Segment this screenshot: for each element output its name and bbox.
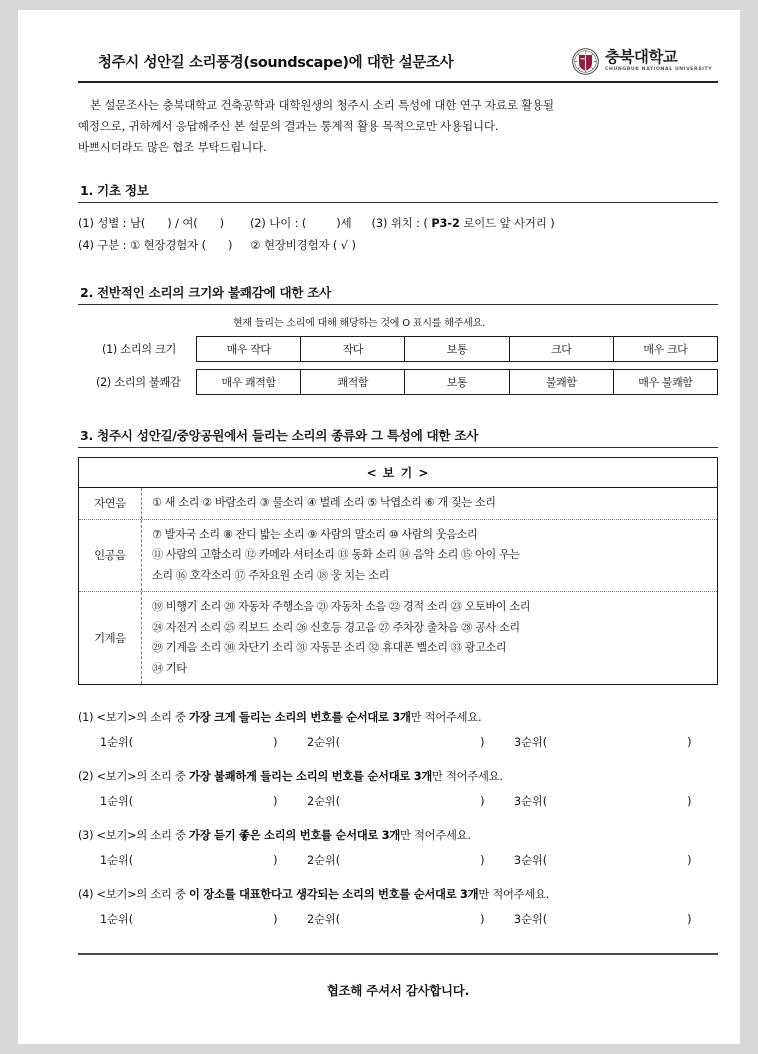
q1-emphasis: 가장 크게 들리는 소리의 번호를 순서대로 3개 — [189, 711, 411, 724]
intro-line-2: 예정으로, 귀하께서 응답해주신 본 설문의 결과는 통계적 활용 목적으로만 사용됩니다. — [78, 119, 499, 133]
page-content — [78, 48, 718, 999]
category-option-1-end: ) — [227, 238, 233, 252]
scale-option[interactable]: 매우 크다 — [613, 337, 718, 361]
scale-option[interactable]: 작다 — [300, 337, 404, 361]
header-divider — [78, 81, 718, 83]
table-row — [79, 520, 717, 593]
rank-2-field[interactable] — [307, 852, 514, 868]
sound-item-line: ㉙ 기계음 소리 ㉚ 차단기 소리 ㉛ 자동문 소리 ㉜ 휴대폰 벨소리 ㉝ 광고소리 — [152, 641, 507, 654]
rank-1-field[interactable] — [100, 911, 307, 927]
section-3 — [78, 425, 718, 927]
rank-3-label: 3순위( — [514, 854, 548, 867]
ranked-question-4 — [78, 886, 718, 927]
section-3-heading: 3. 청주시 성안길/중앙공원에서 들리는 소리의 종류와 그 특성에 대한 조사 — [80, 428, 479, 443]
category-option-2-end: ) — [351, 238, 356, 252]
intro-paragraph — [78, 95, 718, 158]
q4-prefix: (4) <보기>의 소리 중 — [78, 888, 190, 901]
category-option-2-label: ② 현장비경험자 ( — [250, 238, 338, 252]
sound-item-line: ㉞ 기타 — [152, 661, 187, 675]
footer-divider — [78, 953, 718, 955]
q4-suffix: 만 적어주세요. — [478, 888, 550, 901]
gender-label: (1) 성별 : 남( — [78, 216, 146, 230]
scale-option[interactable]: 쾌적함 — [300, 370, 404, 394]
rank-3-close: ) — [687, 913, 692, 926]
rank-2-close: ) — [480, 854, 485, 867]
sound-item-line: ⑪ 사람의 고함소리 ⑫ 카메라 셔터소리 ⑬ 동화 소리 ⑭ 음악 소리 ⑮ 아이 우는 — [152, 548, 520, 561]
q2-suffix: 만 적어주세요. — [432, 770, 503, 783]
university-name-en: CHUNGBUK NATIONAL UNIVERSITY — [604, 66, 713, 72]
gender-end: ) — [219, 216, 224, 230]
category-label-natural: 자연음 — [79, 488, 142, 519]
rank-3-close: ) — [687, 736, 692, 749]
ranked-question-2-text — [78, 768, 718, 784]
q2-emphasis: 가장 불쾌하게 들리는 소리의 번호를 순서대로 3개 — [189, 770, 432, 783]
age-end: )세 — [336, 216, 352, 230]
ranked-question-3-answers — [78, 852, 718, 868]
q3-emphasis: 가장 듣기 좋은 소리의 번호를 순서대로 3개 — [189, 829, 401, 842]
category-items-artificial — [142, 520, 717, 592]
scale-row-annoyance-options — [196, 369, 718, 395]
ranked-question-4-text — [78, 886, 718, 902]
rank-3-close: ) — [687, 795, 692, 808]
location-desc: 로이드 앞 사거리 ) — [463, 216, 555, 230]
rank-2-label: 2순위( — [307, 913, 341, 926]
rank-1-close: ) — [273, 736, 278, 749]
university-emblem-icon — [572, 48, 599, 75]
ranked-question-1-text — [78, 709, 718, 725]
location-code: P3-2 — [431, 216, 460, 230]
rank-2-label: 2순위( — [307, 854, 341, 867]
footer-thanks: 협조해 주셔서 감사합니다. — [326, 983, 470, 998]
intro-line-1: 본 설문조사는 충북대학교 건축공학과 대학원생의 청주시 소리 특성에 대한 연구 자료로 활용될 — [90, 98, 554, 112]
ranked-question-2-answers — [78, 793, 718, 809]
section-2 — [78, 282, 718, 395]
category-items-mechanical — [142, 592, 717, 684]
ranked-question-3 — [78, 827, 718, 868]
intro-line-3: 바쁘시더라도 많은 협조 부탁드립니다. — [78, 140, 267, 154]
age-label: (2) 나이 : ( — [249, 216, 307, 230]
rank-2-field[interactable] — [307, 911, 514, 927]
rank-3-field[interactable] — [514, 793, 721, 809]
rank-3-field[interactable] — [514, 911, 721, 927]
document-header — [78, 48, 718, 75]
section-1-heading: 1. 기초 정보 — [80, 183, 149, 198]
rank-3-close: ) — [687, 854, 692, 867]
rank-2-close: ) — [480, 913, 485, 926]
sound-item-line: ㉔ 자전거 소리 ㉕ 킥보드 소리 ㉖ 신호등 경고음 ㉗ 주차장 출차음 ㉘ 공사 소리 — [152, 620, 520, 634]
survey-page — [18, 10, 740, 1044]
rank-2-label: 2순위( — [307, 736, 341, 749]
section-2-heading: 2. 전반적인 소리의 크기와 불쾌감에 대한 조사 — [80, 285, 332, 300]
rank-1-close: ) — [273, 795, 278, 808]
rank-1-label: 1순위( — [100, 736, 134, 749]
section-1-row-1 — [78, 212, 718, 234]
q1-suffix: 만 적어주세요. — [410, 711, 482, 724]
ranked-question-3-text — [78, 827, 718, 843]
location-label: (3) 위치 : ( — [371, 216, 428, 230]
q4-emphasis: 이 장소를 대표한다고 생각되는 소리의 번호를 순서대로 3개 — [189, 888, 479, 901]
university-logo — [572, 48, 713, 75]
rank-1-close: ) — [273, 854, 278, 867]
section-3-divider — [78, 447, 718, 448]
scale-option[interactable]: 보통 — [404, 370, 508, 394]
sound-item-line: ⑦ 발자국 소리 ⑧ 잔디 밟는 소리 ⑨ 사람의 말소리 ⑩ 사람의 웃음소리 — [152, 527, 478, 541]
gender-mid: ) / 여( — [167, 216, 198, 230]
rank-1-label: 1순위( — [100, 795, 134, 808]
category-label-artificial: 인공음 — [79, 520, 142, 592]
sound-reference-table — [78, 457, 718, 685]
rank-3-label: 3순위( — [514, 795, 548, 808]
scale-option[interactable]: 매우 불쾌함 — [613, 370, 718, 394]
scale-row-annoyance-label: (2) 소리의 불쾌감 — [96, 376, 181, 389]
university-name — [604, 48, 713, 72]
table-row — [79, 592, 717, 684]
section-1 — [78, 180, 718, 256]
rank-1-field[interactable] — [100, 793, 307, 809]
scale-option[interactable]: 크다 — [509, 337, 613, 361]
sound-item-line: 소리 ⑯ 호각소리 ⑰ 주차요원 소리 ⑱ 웅 치는 소리 — [152, 568, 390, 582]
category-option-2-check: √ — [340, 238, 348, 252]
page-title: 청주시 성안길 소리풍경(soundscape)에 대한 설문조사 — [98, 55, 454, 71]
scale-option[interactable]: 매우 쾌적함 — [196, 370, 300, 394]
category-option-1-label: (4) 구분 : ① 현장경험자 ( — [78, 238, 206, 252]
scale-row-loudness — [78, 336, 718, 362]
category-label-mechanical: 기계음 — [79, 592, 142, 684]
rank-3-label: 3순위( — [514, 913, 548, 926]
scale-row-loudness-label: (1) 소리의 크기 — [102, 343, 176, 356]
scale-option[interactable]: 보통 — [404, 337, 508, 361]
rank-1-field[interactable] — [100, 852, 307, 868]
q2-prefix: (2) <보기>의 소리 중 — [78, 770, 190, 783]
q3-suffix: 만 적어주세요. — [400, 829, 471, 842]
rank-2-close: ) — [480, 795, 485, 808]
q3-prefix: (3) <보기>의 소리 중 — [78, 829, 190, 842]
rank-2-label: 2순위( — [307, 795, 341, 808]
sound-item-line: ① 새 소리 ② 바람소리 ③ 물소리 ④ 벌레 소리 ⑤ 낙엽소리 ⑥ 개 짖는 소리 — [152, 496, 496, 509]
section-1-row-2 — [78, 234, 718, 256]
rank-2-field[interactable] — [307, 793, 514, 809]
rank-3-label: 3순위( — [514, 736, 548, 749]
q1-prefix: (1) <보기>의 소리 중 — [78, 711, 190, 724]
rank-2-field[interactable] — [307, 734, 514, 750]
ranked-question-1 — [78, 709, 718, 750]
scale-option[interactable]: 매우 작다 — [196, 337, 300, 361]
scale-row-annoyance — [78, 369, 718, 395]
rank-1-field[interactable] — [100, 734, 307, 750]
rank-1-label: 1순위( — [100, 854, 134, 867]
sound-reference-table-header: < 보 기 > — [79, 458, 717, 488]
section-1-divider — [78, 202, 718, 203]
rank-1-label: 1순위( — [100, 913, 134, 926]
ranked-question-4-answers — [78, 911, 718, 927]
scale-option[interactable]: 불쾌함 — [509, 370, 613, 394]
table-row — [79, 488, 717, 520]
rank-2-close: ) — [480, 736, 485, 749]
category-items-natural — [142, 488, 717, 519]
sound-item-line: ⑲ 비행기 소리 ⑳ 자동차 주행소음 ㉑ 자동차 소음 ㉒ 경적 소리 ㉓ 오토바이 소리 — [152, 600, 531, 613]
rank-3-field[interactable] — [514, 852, 721, 868]
scale-instruction: 현재 들리는 소리에 대해 해당하는 것에 O 표시를 해주세요. — [233, 318, 486, 329]
ranked-question-2 — [78, 768, 718, 809]
section-2-divider — [78, 304, 718, 305]
rank-3-field[interactable] — [514, 734, 721, 750]
scale-row-loudness-options — [196, 336, 718, 362]
ranked-question-1-answers — [78, 734, 718, 750]
university-name-ko: 충북대학교 — [604, 48, 678, 67]
rank-1-close: ) — [273, 913, 278, 926]
